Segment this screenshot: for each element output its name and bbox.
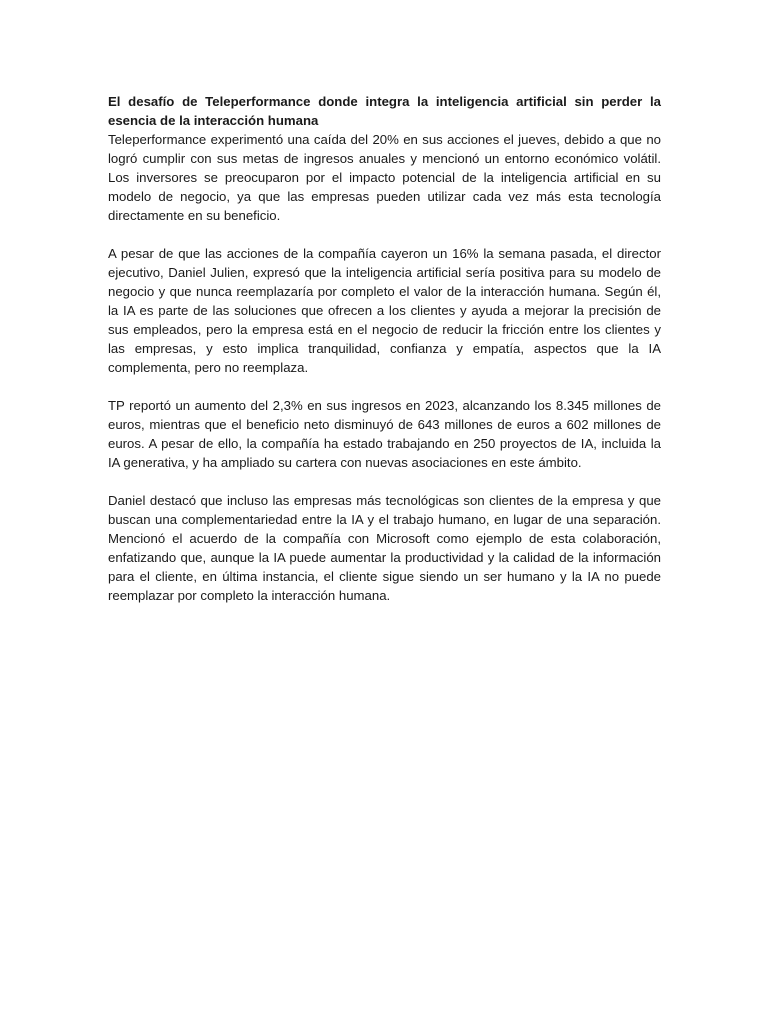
paragraph-3: TP reportó un aumento del 2,3% en sus ingresos en 2023, alcanzando los 8.345 millones de euros, mientras que el beneficio neto disminuyó de 643 millones de euros a 602 millones de euros. A pesar de ello, la compañía ha estado trabajando en 250 proyectos de IA, incluida la IA generativa, y ha ampliado su cartera con nuevas asociaciones en este ámbito. — [108, 398, 661, 470]
paragraph-1: Teleperformance experimentó una caída del 20% en sus acciones el jueves, debido a que no logró cumplir con sus metas de ingresos anuales y mencionó un entorno económico volátil. Los inversores se preocuparon por el impacto potencial de la inteligencia artificial en su modelo de negocio, ya que las empresas pueden utilizar cada vez más esta tecnología directamente en su beneficio. — [108, 132, 661, 223]
document-title: El desafío de Teleperformance donde integra la inteligencia artificial sin perder la esencia de la interacción humana — [108, 94, 661, 128]
paragraph-4: Daniel destacó que incluso las empresas más tecnológicas son clientes de la empresa y que buscan una complementariedad entre la IA y el trabajo humano, en lugar de una separación. Mencionó el acuerdo de la compañía con Microsoft como ejemplo de esta colaboración, enfatizando que, aunque la IA puede aumentar la productividad y la calidad de la información para el cliente, en última instancia, el cliente sigue siendo un ser humano y la IA no puede reemplazar por completo la interacción humana. — [108, 493, 661, 603]
document-page — [108, 92, 661, 624]
paragraph-2: A pesar de que las acciones de la compañía cayeron un 16% la semana pasada, el director ejecutivo, Daniel Julien, expresó que la inteligencia artificial sería positiva para su modelo de negocio y que nunca reemplazaría por completo el valor de la interacción humana. Según él, la IA es parte de las soluciones que ofrecen a los clientes y ayuda a mejorar la precisión de sus empleados, pero la empresa está en el negocio de reducir la fricción entre los clientes y las empresas, y esto implica tranquilidad, confianza y empatía, aspectos que la IA complementa, pero no reemplaza. — [108, 246, 661, 375]
